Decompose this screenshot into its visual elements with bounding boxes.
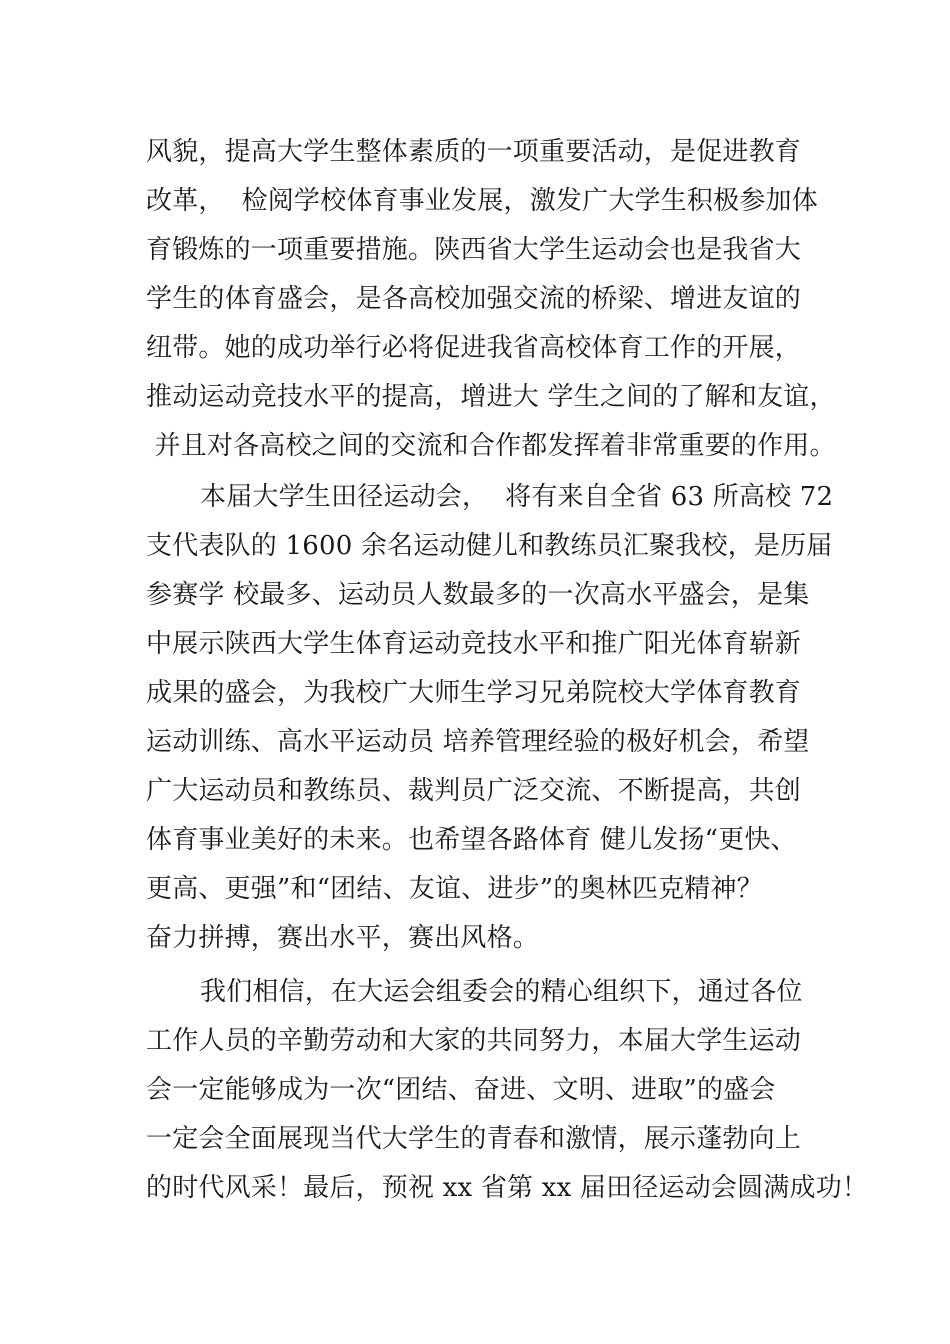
- body-text-line: 纽带。她的成功举行必将促进我省高校体育工作的开展，: [146, 333, 802, 363]
- body-text-line: 一定会全面展现当代大学生的青春和激情，展示蓬勃向上: [146, 1124, 802, 1154]
- body-text-line: 广大运动员和教练员、裁判员广泛交流、不断提高，共创: [146, 776, 802, 806]
- body-text-line: 体育事业美好的未来。也希望各路体育 健儿发扬“更快、: [146, 825, 797, 855]
- body-text-line: 推动运动竞技水平的提高，增进大 学生之间的了解和友谊，: [146, 382, 836, 412]
- body-text-line: 参赛学 校最多、运动员人数最多的一次高水平盛会，是集: [146, 580, 810, 610]
- body-text-line: 工作人员的辛勤劳动和大家的共同努力，本届大学生运动: [146, 1026, 802, 1056]
- body-text-line: 更高、更强”和“团结、友谊、进步”的奥林匹克精神？: [146, 874, 763, 904]
- body-text-line: 改革， 检阅学校体育事业发展，激发广大学生积极参加体: [146, 186, 818, 216]
- body-text-line: 的时代风采！最后，预祝 xx 省第 xx 届田径运动会圆满成功！: [146, 1173, 869, 1203]
- body-text-line: 育锻炼的一项重要措施。陕西省大学生运动会也是我省大: [146, 235, 802, 265]
- paragraph-first-line: 我们相信，在大运会组委会的精心组织下，通过各位: [200, 977, 803, 1007]
- body-text-line: 并且对各高校之间的交流和合作都发挥着非常重要的作用。: [146, 431, 836, 461]
- paragraph-first-line: 本届大学生田径运动会， 将有来自全省 63 所高校 72: [200, 482, 834, 512]
- body-text-line: 成果的盛会，为我校广大师生学习兄弟院校大学体育教育: [146, 678, 802, 708]
- body-text-line: 风貌，提高大学生整体素质的一项重要活动，是促进教育: [146, 137, 802, 167]
- body-text-line: 中展示陕西大学生体育运动竞技水平和推广阳光体育崭新: [146, 629, 802, 659]
- body-text-line: 支代表队的 1600 余名运动健儿和教练员汇聚我校，是历届: [146, 531, 833, 561]
- body-text-line: 运动训练、高水平运动员 培养管理经验的极好机会，希望: [146, 727, 810, 757]
- body-text-line: 学生的体育盛会，是各高校加强交流的桥梁、增进友谊的: [146, 284, 802, 314]
- body-text-line: 会一定能够成为一次“团结、奋进、文明、进取”的盛会: [146, 1075, 776, 1105]
- body-text-line: 奋力拼搏，赛出水平，赛出风格。: [146, 923, 540, 953]
